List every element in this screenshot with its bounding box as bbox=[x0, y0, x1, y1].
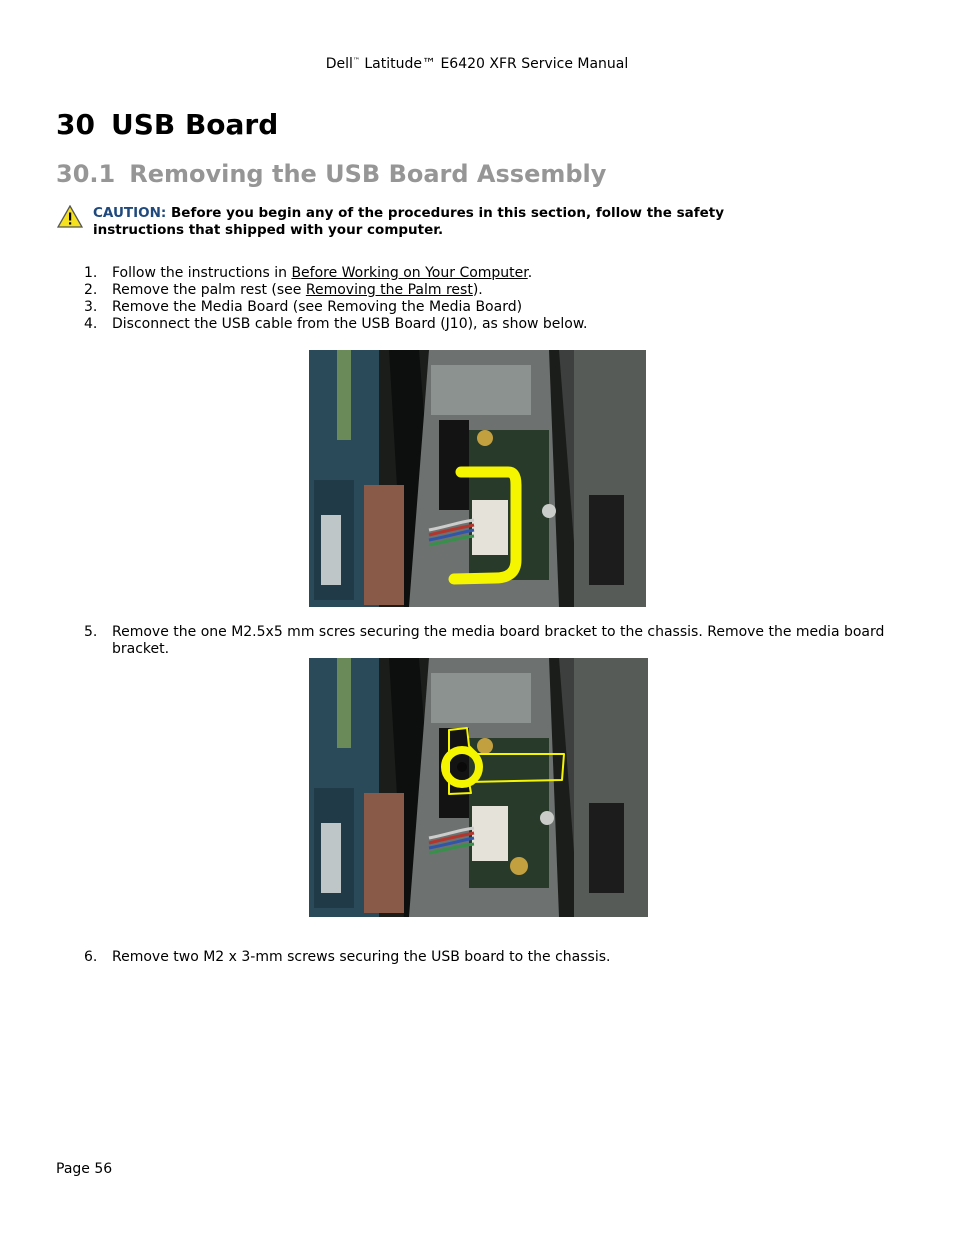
usb-cable-photo bbox=[309, 350, 646, 607]
procedure-step-6 bbox=[84, 949, 914, 966]
list-item: 2. Remove the palm rest (see Removing the Palm rest). bbox=[84, 282, 483, 298]
caution-note bbox=[56, 205, 776, 239]
section-title-text: Removing the USB Board Assembly bbox=[129, 160, 607, 188]
list-item: 1. Follow the instructions in Before Working on Your Computer. bbox=[84, 265, 533, 281]
chapter-number: 30 bbox=[56, 108, 95, 141]
procedure-steps-1-4 bbox=[84, 265, 914, 333]
list-item: 6. Remove two M2 x 3-mm screws securing the USB board to the chassis. bbox=[84, 949, 611, 965]
chapter-title bbox=[56, 108, 278, 141]
before-working-link[interactable]: Before Working on Your Computer bbox=[291, 265, 528, 281]
warning-icon bbox=[57, 205, 83, 228]
list-item: 3. Remove the Media Board (see Removing the Media Board) bbox=[84, 299, 523, 315]
list-item: 4. Disconnect the USB cable from the USB Board (J10), as show below. bbox=[84, 316, 588, 332]
chapter-title-text: USB Board bbox=[110, 108, 279, 141]
section-title bbox=[56, 160, 606, 188]
removing-palm-rest-link[interactable]: Removing the Palm rest bbox=[305, 282, 473, 298]
procedure-step-5 bbox=[84, 624, 914, 658]
caution-text: Before you begin any of the procedures in this section, follow the safety instructions that shipped with your computer. bbox=[93, 205, 725, 238]
caution-label: CAUTION: bbox=[93, 205, 167, 221]
list-item: 5. Remove the one M2.5x5 mm scres securing the media board bracket to the chassis. Remove the media board bracket. bbox=[84, 624, 885, 657]
section-number: 30.1 bbox=[56, 160, 116, 188]
bracket-screw-photo bbox=[309, 658, 648, 917]
document-header: Dell™ Latitude™ E6420 XFR Service Manual bbox=[325, 56, 629, 72]
page-number: Page 56 bbox=[56, 1161, 113, 1177]
